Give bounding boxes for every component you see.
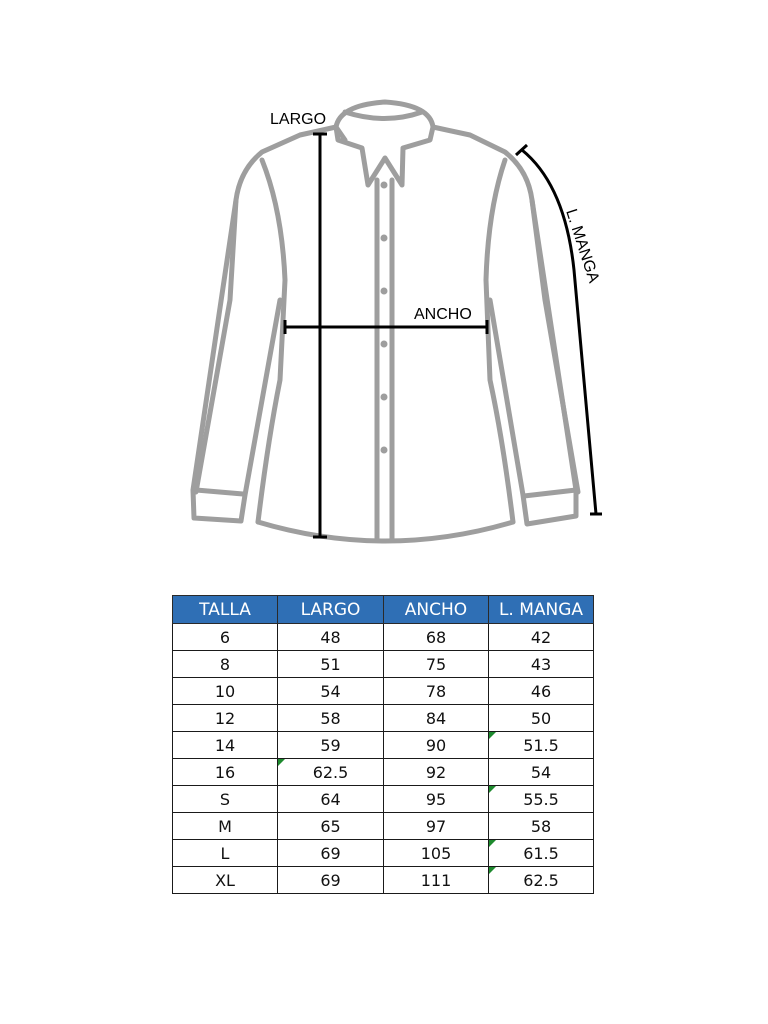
cell-talla: M: [173, 813, 278, 840]
manga-label: L. MANGA: [562, 206, 602, 285]
header-ancho: ANCHO: [384, 596, 489, 624]
cell-largo: 51: [278, 651, 384, 678]
table-header-row: [173, 596, 594, 624]
cell-talla: 8: [173, 651, 278, 678]
shirt-outline: [193, 102, 578, 541]
cell-manga: 55.5: [489, 786, 594, 813]
cell-ancho: 90: [384, 732, 489, 759]
ancho-label: ANCHO: [414, 306, 472, 323]
cell-ancho: 111: [384, 867, 489, 894]
table-row: [173, 678, 594, 705]
button: [381, 341, 388, 348]
header-largo: LARGO: [278, 596, 384, 624]
largo-label: LARGO: [270, 111, 327, 128]
cell-manga: 42: [489, 624, 594, 651]
button: [381, 447, 388, 454]
cell-manga: 43: [489, 651, 594, 678]
button: [381, 182, 388, 189]
cell-talla: 10: [173, 678, 278, 705]
cell-largo: 59: [278, 732, 384, 759]
cell-largo: 54: [278, 678, 384, 705]
cell-talla: XL: [173, 867, 278, 894]
cell-ancho: 97: [384, 813, 489, 840]
cell-largo: 48: [278, 624, 384, 651]
table-row: [173, 813, 594, 840]
cell-largo: 58: [278, 705, 384, 732]
table-row: [173, 759, 594, 786]
shirt-torso-right: [486, 160, 513, 522]
cell-manga: 54: [489, 759, 594, 786]
table-row: [173, 840, 594, 867]
cell-ancho: 95: [384, 786, 489, 813]
cell-largo: 62.5: [278, 759, 384, 786]
button: [381, 235, 388, 242]
sleeve-right: [490, 200, 576, 524]
cell-talla: S: [173, 786, 278, 813]
cell-talla: 16: [173, 759, 278, 786]
table-row: [173, 651, 594, 678]
cell-talla: 14: [173, 732, 278, 759]
cell-ancho: 68: [384, 624, 489, 651]
cell-largo: 64: [278, 786, 384, 813]
cell-ancho: 92: [384, 759, 489, 786]
cell-ancho: 75: [384, 651, 489, 678]
cell-manga: 50: [489, 705, 594, 732]
cell-ancho: 84: [384, 705, 489, 732]
buttons: [381, 182, 388, 454]
cuff-right: [524, 490, 576, 496]
cell-talla: 6: [173, 624, 278, 651]
cell-ancho: 78: [384, 678, 489, 705]
header-manga: L. MANGA: [489, 596, 594, 624]
cell-largo: 69: [278, 867, 384, 894]
cell-talla: L: [173, 840, 278, 867]
cell-manga: 61.5: [489, 840, 594, 867]
table-row: [173, 624, 594, 651]
header-talla: TALLA: [173, 596, 278, 624]
cell-talla: 12: [173, 705, 278, 732]
cell-manga: 51.5: [489, 732, 594, 759]
size-table: [172, 595, 594, 894]
shirt-hem: [258, 522, 513, 541]
table-row: [173, 705, 594, 732]
table-row: [173, 732, 594, 759]
cell-ancho: 105: [384, 840, 489, 867]
cell-manga: 62.5: [489, 867, 594, 894]
button: [381, 394, 388, 401]
table-row: [173, 867, 594, 894]
cell-largo: 69: [278, 840, 384, 867]
cell-manga: 58: [489, 813, 594, 840]
button: [381, 288, 388, 295]
cuff-left: [196, 490, 243, 494]
cell-largo: 65: [278, 813, 384, 840]
collar-band: [345, 112, 422, 119]
table-row: [173, 786, 594, 813]
placket: [377, 180, 392, 540]
cell-manga: 46: [489, 678, 594, 705]
